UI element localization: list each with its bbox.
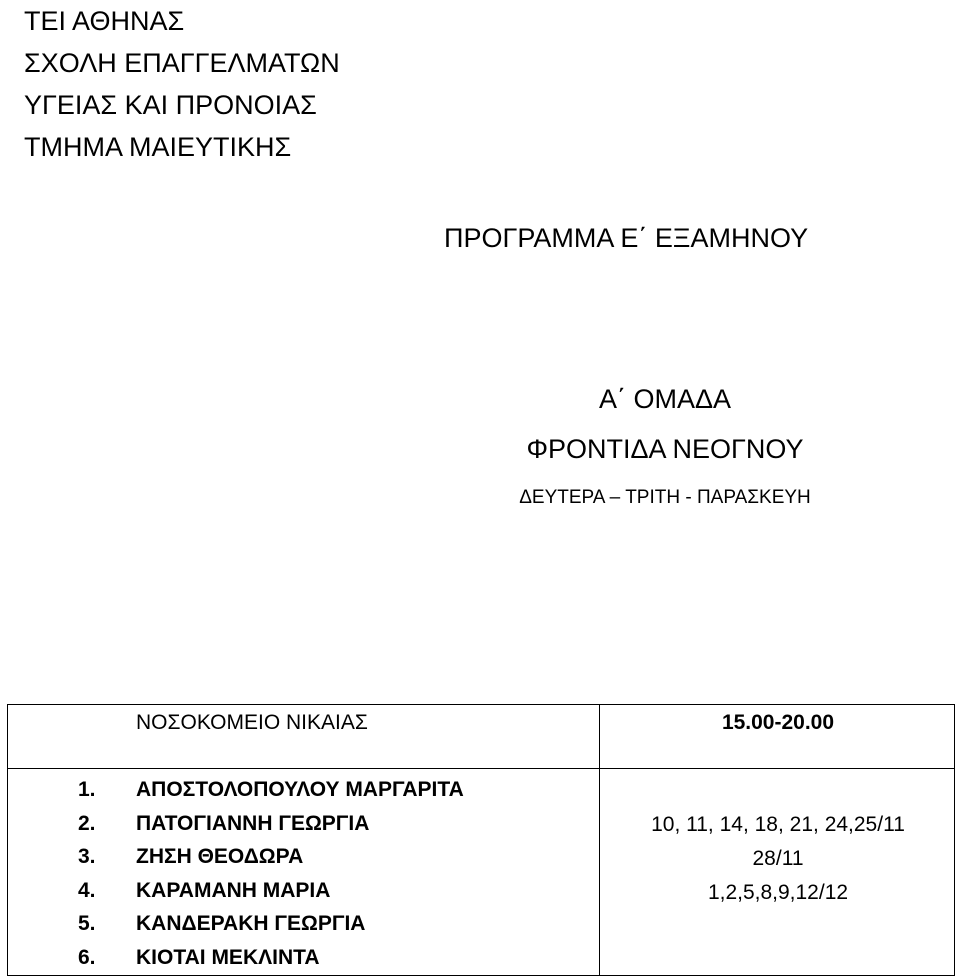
table-divider-horizontal	[8, 768, 954, 769]
table-divider-vertical	[599, 705, 600, 975]
program-title: ΠΡΟΓΡΑΜΜΑ Ε΄ ΕΞΑΜΗΝΟΥ	[444, 223, 809, 253]
days-line: ΔΕΥΤΕΡΑ – ΤΡΙΤΗ - ΠΑΡΑΣΚΕΥΗ	[519, 487, 811, 508]
dates-december: 1,2,5,8,9,12/12	[707, 881, 849, 904]
institution-name: ΤΕΙ ΑΘΗΝΑΣ	[24, 6, 185, 36]
institution-header	[24, 0, 340, 168]
hours: 15.00-20.00	[721, 711, 835, 734]
student-number: 1.	[78, 778, 96, 801]
student-number: 3.	[78, 845, 96, 869]
student-name: ΚΑΝΔΕΡΑΚΗ ΓΕΩΡΓΙΑ	[136, 912, 366, 936]
student-name: ΑΠΟΣΤΟΛΟΠΟΥΛΟΥ ΜΑΡΓΑΡΙΤΑ	[136, 778, 464, 801]
school-name: ΣΧΟΛΗ ΕΠΑΓΓΕΛΜΑΤΩΝ	[24, 48, 340, 78]
student-number: 4.	[78, 878, 96, 902]
group-title: Α΄ ΟΜΑΔΑ	[598, 384, 732, 414]
department-name: ΤΜΗΜΑ ΜΑΙΕΥΤΙΚΗΣ	[24, 132, 292, 162]
dates-november-1: 10, 11, 14, 18, 21, 24,25/11	[651, 813, 905, 836]
student-number: 2.	[78, 811, 96, 835]
dates-block	[606, 808, 950, 910]
student-number: 6.	[78, 945, 96, 969]
dates-november-2: 28/11	[752, 847, 804, 870]
schedule-table	[7, 704, 955, 976]
student-number: 5.	[78, 912, 96, 936]
student-name: ΚΙΟΤΑΙ ΜΕΚΛΙΝΤΑ	[136, 945, 320, 969]
student-name: ΠΑΤΟΓΙΑΝΝΗ ΓΕΩΡΓΙΑ	[136, 811, 370, 835]
hospital-name: ΝΟΣΟΚΟΜΕΙΟ ΝΙΚΑΙΑΣ	[136, 711, 368, 734]
care-title: ΦΡΟΝΤΙΔΑ ΝΕΟΓΝΟΥ	[526, 434, 804, 464]
student-name: ΚΑΡΑΜΑΝΗ ΜΑΡΙΑ	[136, 878, 331, 902]
student-name: ΖΗΣΗ ΘΕΟΔΩΡΑ	[136, 845, 304, 869]
school-name-continued: ΥΓΕΙΑΣ ΚΑΙ ΠΡΟΝΟΙΑΣ	[24, 90, 317, 120]
